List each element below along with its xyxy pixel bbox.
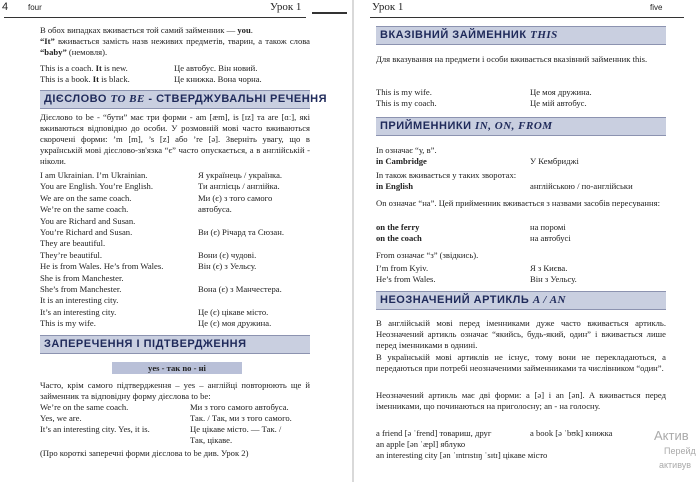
negation-paragraph: Часто, крім самого підтвердження – yes – англійці повторюють ще й займенник та відповідну форму дієслова to be: (40, 380, 310, 401)
example-sentence: It is an interesting city. (40, 295, 119, 306)
on-translation: на поромі (530, 222, 566, 232)
to-be-paragraph: Дієслово to be - “бути” має три форми - am [æm], is [ɪz] та are [ɑː], які вживаються відповідно до особи. У розмовній мові часто вживаються скорочені форми: ’m [m], ’s [z] або ’re [ə]. Зверніть увагу, що в українській мові дієслово-зв'язка “є” часто опускається, а в англійській - ніколи. (40, 112, 310, 166)
example-sentence: She’s from Manchester. (40, 284, 122, 294)
header-rule (370, 17, 684, 18)
article-example: a book [ə ˈbʊk] книжка (530, 428, 613, 438)
yes-no-bar: yes - так no - ні (112, 362, 242, 374)
example-translation: Я українець / українка. (198, 170, 283, 180)
example-sentence: You’re Richard and Susan. (40, 227, 133, 237)
example-translation: Це (є) цікаве місто. (198, 306, 269, 317)
header-dash (312, 12, 347, 14)
example-translation: Він (є) з Уельсу. (198, 261, 257, 272)
right-header (354, 2, 700, 16)
example-translation: Так, цікаве. (190, 435, 233, 445)
on-example: on the ferry (376, 222, 420, 232)
section-title: ПРИЙМЕННИКИ IN, ON, FROM (380, 120, 553, 132)
example-sentence: You are English. You’re English. (40, 181, 153, 192)
example-sentence: They are beautiful. (40, 238, 106, 249)
section-prepositions (376, 117, 666, 136)
example-sentence: It’s an interesting city. Yes, it is. (40, 424, 150, 434)
section-to-be (40, 90, 328, 109)
watermark-line: Перейд (664, 446, 696, 456)
article-example: an apple [ən ˈæpl] яблуко (376, 439, 466, 449)
from-meaning: From означає “з” (звідкись). (376, 250, 479, 260)
example-translation: автобуса. (198, 204, 232, 215)
page-number: 4 (2, 1, 9, 13)
article-example: a friend [ə ˈfrend] товариш, друг (376, 428, 492, 438)
example-translation: Ми (є) з того самого (198, 192, 273, 203)
example-sentence: I am Ukrainian. I’m Ukrainian. (40, 170, 148, 180)
example-sentence: This is my wife. (40, 318, 96, 329)
example-sentence: We are on the same coach. (40, 192, 132, 203)
example-translation: Це книжка. Вона чорна. (174, 74, 262, 84)
example-sentence: This is my coach. (376, 98, 437, 108)
on-paragraph: On означає “на”. Цей прийменник вживається з назвами засобів пересування: (376, 198, 660, 208)
page-word: four (28, 3, 42, 12)
on-example: on the coach (376, 233, 422, 243)
example-translation: Вони (є) чудові. (198, 249, 257, 260)
from-translation: Я з Києва. (530, 263, 568, 273)
watermark-line: Актив (654, 428, 689, 443)
in-translation: У Кембриджі (530, 156, 579, 166)
in-example: in Cambridge (376, 156, 427, 166)
section-title: ВКАЗІВНИЙ ЗАЙМЕННИК THIS (380, 29, 558, 41)
example-sentence: You are Richard and Susan. (40, 215, 136, 226)
article-paragraph: В англійській мові перед іменниками дуже часто вживається артикль. Неозначений артикль означає “якийсь, будь-який, один” і вживається лише перед іменниками в однині. (376, 318, 666, 350)
from-translation: Він з Уельсу. (530, 274, 577, 284)
example-translation: Ви (є) Річард та Сюзан. (198, 227, 284, 237)
lesson-title: Урок 1 (372, 1, 404, 13)
page-word: five (650, 3, 663, 12)
in-meaning: In означає “у, в”. (376, 145, 437, 155)
on-translation: на автобусі (530, 233, 571, 243)
example-translation: Це (є) моя дружина. (198, 318, 272, 329)
example-translation: Ми з того самого автобуса. (190, 402, 289, 412)
watermark-line: активув (659, 460, 692, 470)
example-translation: Вона (є) з Манчестера. (198, 284, 282, 294)
in-example: in English (376, 181, 414, 191)
example-translation: Ти англієць / англійка. (198, 181, 280, 192)
footnote: (Про короткі заперечні форми дієслова to be див. Урок 2) (40, 448, 249, 458)
example-sentence: She is from Manchester. (40, 272, 124, 283)
section-article (376, 291, 666, 310)
header-rule (4, 17, 306, 18)
example-translation: Це автобус. Він новий. (174, 63, 258, 73)
article-forms: Неозначений артикль має дві форми: a [ə] і an [ən]. A вживається перед іменниками, що починаються на приголосну; an - на голосну. (376, 390, 666, 411)
example-row: This is a coach. It is new. (40, 63, 128, 73)
example-sentence: He is from Wales. He’s from Wales. (40, 261, 164, 272)
section-title: НЕОЗНАЧЕНИЙ АРТИКЛЬ A / AN (380, 294, 566, 306)
section-negation (40, 335, 310, 354)
example-sentence: We’re on the same coach. (40, 402, 129, 412)
example-translation: Так. / Так, ми з того самого. (190, 413, 292, 423)
example-translation: Це моя дружина. (530, 87, 592, 97)
in-translation: англійською / по-англійськи (530, 181, 633, 191)
section-title: ЗАПЕРЕЧЕННЯ І ПІДТВЕРДЖЕННЯ (44, 338, 247, 350)
from-example: He’s from Wales. (376, 274, 436, 284)
example-translation: Це мій автобус. (530, 98, 587, 108)
intro-line1: В обох випадках вживається той самий займенник — you. (40, 25, 253, 35)
example-sentence: This is my wife. (376, 87, 432, 97)
right-page (354, 0, 700, 482)
lesson-title: Урок 1 (270, 1, 302, 13)
example-row: This is a book. It is black. (40, 74, 130, 84)
section-this (376, 26, 666, 45)
from-example: I’m from Kyiv. (376, 263, 429, 273)
in-usage: In також вживається у таких зворотах: (376, 170, 517, 180)
example-sentence: We’re on the same coach. (40, 204, 129, 215)
this-paragraph: Для вказування на предмети і особи вживається вказівний займенник this. (376, 54, 648, 64)
example-sentence: They’re beautiful. (40, 249, 103, 260)
section-title: ДІЄСЛОВО TO BE - СТВЕРДЖУВАЛЬНІ РЕЧЕННЯ (44, 93, 328, 105)
intro-para: “It” вживається замість назв неживих предметів, тварин, а також слова “baby” (немовля). (40, 36, 310, 57)
article-paragraph: В українській мові артиклів не існує, тому вони не перекладаються, а передаються при потребі неозначеними займенниками та числівником “один”. (376, 352, 666, 373)
left-header (0, 2, 352, 16)
example-sentence: It’s an interesting city. (40, 306, 117, 317)
article-example: an interesting city [ən ˈɪntrɪstɪŋ ˈsɪtɪ] цікаве місто (376, 450, 548, 460)
example-translation: Це цікаве місто. — Так. / (190, 424, 282, 434)
example-sentence: Yes, we are. (40, 413, 82, 423)
